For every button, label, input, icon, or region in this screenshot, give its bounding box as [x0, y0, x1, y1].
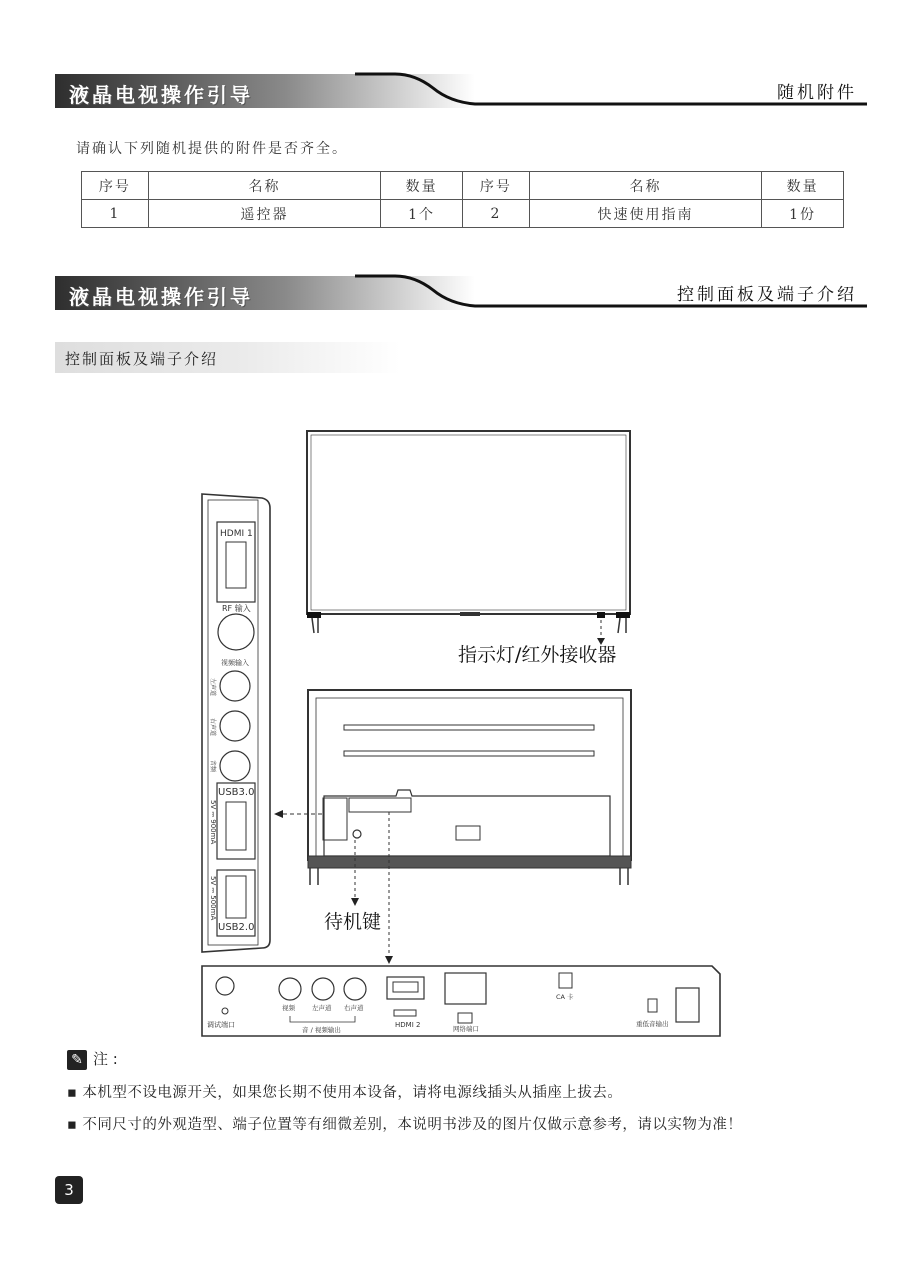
tv-front-illustration [307, 431, 630, 633]
table-cell: 遥控器 [148, 200, 380, 228]
table-cell: 快速使用指南 [529, 200, 761, 228]
header-right-title: 随机附件 [777, 83, 857, 103]
svg-text:调试端口: 调试端口 [207, 1021, 235, 1029]
table-cell: 2 [462, 200, 529, 228]
svg-text:5V ⎓ 900mA: 5V ⎓ 900mA [209, 800, 217, 845]
svg-text:网络端口: 网络端口 [453, 1025, 479, 1033]
svg-text:HDMI 2: HDMI 2 [395, 1021, 421, 1029]
svg-text:CA 卡: CA 卡 [556, 993, 574, 1001]
svg-text:右声道: 右声道 [344, 1004, 364, 1012]
header-right-title: 控制面板及端子介绍 [677, 285, 857, 305]
pencil-icon: ✎ [67, 1050, 87, 1070]
table-header-cell: 序号 [82, 172, 149, 200]
svg-text:音频: 音频 [209, 760, 216, 773]
standby-button-icon [353, 830, 361, 838]
note-item: ▪ 本机型不设电源开关，如果您长期不使用本设备，请将电源线插头从插座上拔去。 [67, 1085, 623, 1101]
subheading: 控制面板及端子介绍 [65, 350, 219, 368]
intro-text: 请确认下列随机提供的附件是否齐全。 [76, 141, 348, 157]
side-panel-illustration [202, 494, 270, 952]
svg-text:右声道: 右声道 [209, 718, 216, 737]
standby-label: 待机键 [324, 911, 382, 933]
ir-receiver-icon [597, 612, 605, 618]
svg-text:左声道: 左声道 [312, 1004, 332, 1012]
svg-text:左声道: 左声道 [209, 678, 216, 697]
table-cell: 1 [82, 200, 149, 228]
svg-text:RF 输入: RF 输入 [222, 604, 251, 613]
notes-heading [67, 1048, 118, 1070]
svg-text:USB3.0: USB3.0 [218, 787, 255, 798]
indicator-label: 指示灯/红外接收器 [458, 644, 617, 666]
table-cell: 1份 [762, 200, 844, 228]
header-title: 液晶电视操作引导 [69, 285, 253, 309]
svg-text:5V ⎓ 500mA: 5V ⎓ 500mA [209, 876, 217, 921]
svg-text:USB2.0: USB2.0 [218, 922, 255, 933]
notes-heading-text: 注 : [93, 1050, 118, 1068]
table-header-cell: 名称 [529, 172, 761, 200]
svg-text:音 / 视频输出: 音 / 视频输出 [302, 1026, 341, 1034]
table-header-cell: 数量 [762, 172, 844, 200]
table-cell: 1个 [381, 200, 463, 228]
svg-text:视频输入: 视频输入 [221, 659, 249, 667]
table-header-cell: 名称 [148, 172, 380, 200]
svg-text:重低音输出: 重低音输出 [636, 1020, 669, 1028]
bottom-panel-illustration [202, 966, 720, 1036]
svg-text:HDMI 1: HDMI 1 [220, 529, 253, 539]
tv-back-illustration [308, 690, 631, 885]
table-header-cell: 数量 [381, 172, 463, 200]
svg-text:视频: 视频 [282, 1004, 295, 1012]
page-number: 3 [55, 1176, 83, 1204]
header-title: 液晶电视操作引导 [69, 83, 253, 107]
note-item: ▪ 不同尺寸的外观造型、端子位置等有细微差别，本说明书涉及的图片仅做示意参考，请以实物为准！ [67, 1117, 743, 1133]
table-header-cell: 序号 [462, 172, 529, 200]
